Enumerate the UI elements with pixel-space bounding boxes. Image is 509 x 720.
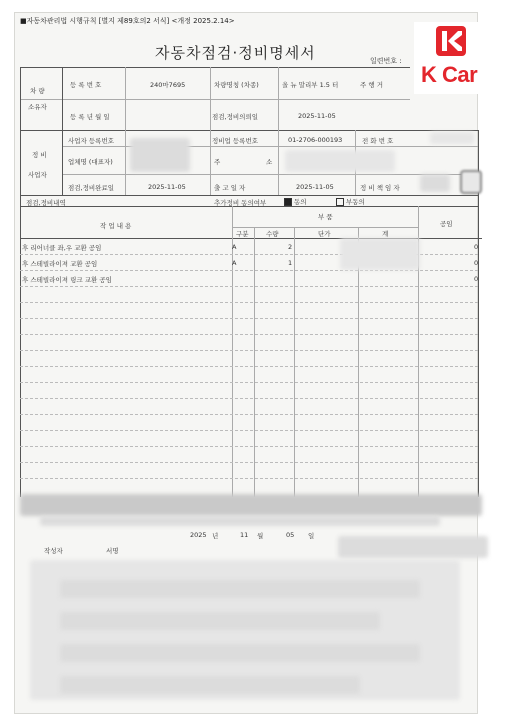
redacted-manager <box>420 174 450 192</box>
footer-month-unit: 월 <box>257 532 264 540</box>
redacted-line <box>60 676 360 694</box>
author-label: 작성자 <box>44 547 63 555</box>
address-label: 주 <box>214 158 221 166</box>
business-section-label: 정 비 <box>32 151 47 159</box>
row-work: 후 리어너클 좌,우 교환 공임 <box>22 244 102 252</box>
redacted-line <box>60 580 420 598</box>
row-qty: 2 <box>288 243 293 251</box>
disagree-label: 부동의 <box>346 198 365 206</box>
redacted-line <box>60 644 420 662</box>
seal-stamp <box>460 170 482 194</box>
reg-no-value: 240마7695 <box>150 81 186 89</box>
owner-section-label-2: 소유자 <box>28 103 47 111</box>
done-date-label: 점검,정비완료일 <box>68 184 115 192</box>
redacted-notice-2 <box>40 516 440 526</box>
consent-label: 추가정비 동의여부 <box>214 199 267 207</box>
row-labor: 0 <box>474 243 479 251</box>
owner-section-label: 차 량 <box>30 87 45 95</box>
manager-label: 정 비 책 임 자 <box>360 184 400 192</box>
brand-name: K Car <box>421 62 478 87</box>
redacted-signature <box>338 536 488 558</box>
work-header: 작 업 내 용 <box>100 222 132 230</box>
redacted-line <box>60 612 380 630</box>
kcar-logo-icon <box>436 26 466 56</box>
address-label-2: 소 <box>266 158 273 166</box>
inspection-date-label: 점검,정비의뢰일 <box>212 113 259 121</box>
model-value: 올 뉴 말리부 1.5 터 <box>282 81 339 89</box>
col-unit: 단가 <box>318 230 331 238</box>
col-total: 계 <box>382 230 389 238</box>
row-work: 후 스테빌라이져 교환 공임 <box>22 260 98 268</box>
mileage-label: 주 행 거 <box>360 81 383 89</box>
consent-agree[interactable] <box>284 197 307 206</box>
footer-month: 11 <box>240 531 249 539</box>
document-title: 자동차점검·정비명세서 <box>155 44 316 62</box>
redacted-address <box>285 150 395 172</box>
shop-reg-value: 01-2706-000193 <box>288 136 343 144</box>
release-date-value: 2025-11-05 <box>296 183 334 191</box>
consent-disagree[interactable] <box>336 197 365 206</box>
redacted-prices <box>340 238 420 270</box>
agree-label: 동의 <box>294 198 307 206</box>
agree-checkbox[interactable] <box>284 198 292 206</box>
company-label: 업체명 (대표자) <box>68 158 113 166</box>
row-qty: 1 <box>288 259 293 267</box>
disagree-checkbox[interactable] <box>336 198 344 206</box>
redacted-phone <box>430 132 474 144</box>
labor-header: 공임 <box>440 220 453 228</box>
redacted-notice <box>20 494 482 516</box>
footer-year-unit: 년 <box>212 532 219 540</box>
sign-label: 서명 <box>106 547 119 555</box>
release-date-label: 출 고 일 자 <box>214 184 246 192</box>
phone-label: 전 화 번 호 <box>362 137 394 145</box>
row-work: 후 스테빌라이져 링크 교환 공임 <box>22 276 112 284</box>
biz-reg-label: 사업자 등록번호 <box>68 137 115 145</box>
col-type: 구분 <box>236 230 249 238</box>
regulation-header: ■자동차관리법 시행규칙 [별지 제89호의2 서식] <개정 2025.2.14> <box>20 17 235 25</box>
col-qty: 수량 <box>266 230 279 238</box>
business-section-label-2: 사업자 <box>28 171 47 179</box>
redacted-company <box>130 138 190 172</box>
footer-year: 2025 <box>190 531 207 539</box>
row-type: A <box>232 243 237 251</box>
row-type: A <box>232 259 237 267</box>
row-labor: 0 <box>474 275 479 283</box>
parts-header: 부 품 <box>318 213 333 221</box>
shop-reg-label: 정비업 등록번호 <box>212 137 259 145</box>
reg-no-label: 등 록 번 호 <box>70 81 102 89</box>
model-label: 차량명칭 (차종) <box>214 81 259 89</box>
row-labor: 0 <box>474 259 479 267</box>
inspection-date-value: 2025-11-05 <box>298 112 336 120</box>
work-label: 점검,정비내역 <box>26 199 66 207</box>
done-date-value: 2025-11-05 <box>148 183 186 191</box>
footer-day-unit: 일 <box>308 532 315 540</box>
footer-day: 05 <box>286 531 295 539</box>
serial-label: 일련번호 : <box>370 57 402 65</box>
reg-date-label: 등 록 년 월 일 <box>70 113 110 121</box>
